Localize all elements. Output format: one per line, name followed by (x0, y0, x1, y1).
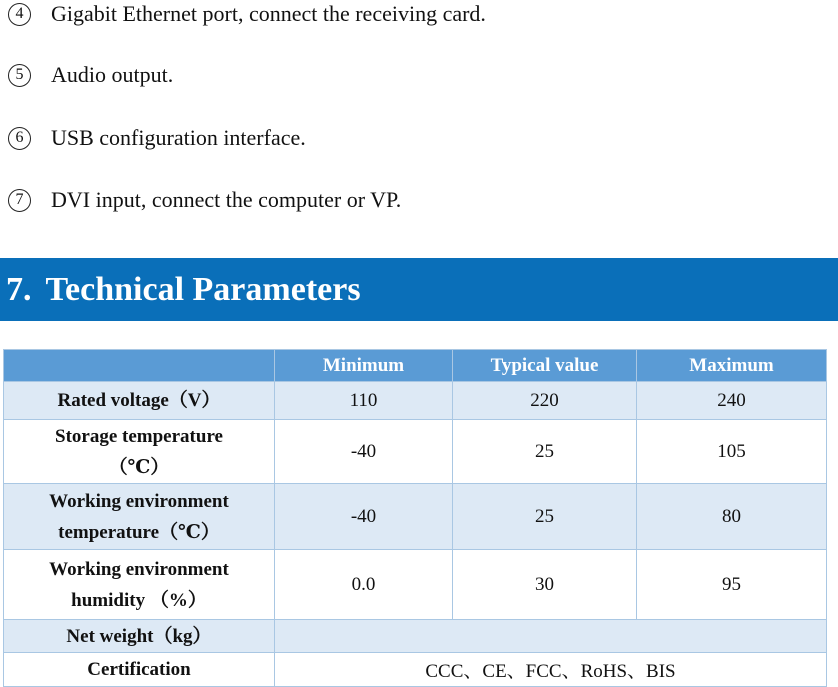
circled-number-marker: 4 (8, 3, 31, 26)
list-item-text: Audio output. (51, 62, 174, 87)
list-item (8, 60, 173, 90)
table-cell: 0.0 (275, 550, 453, 620)
row-label: Certification (4, 653, 275, 687)
section-heading-banner (0, 258, 838, 321)
table-row (4, 420, 827, 484)
table-header-cell: Typical value (453, 350, 637, 382)
circled-number-marker: 6 (8, 127, 31, 150)
circled-number-marker: 7 (8, 189, 31, 212)
list-item-text: Gigabit Ethernet port, connect the receiving card. (51, 1, 486, 26)
row-label: Net weight（kg） (4, 620, 275, 653)
table-row (4, 484, 827, 550)
table-header-row (4, 350, 827, 382)
row-label: Working environment temperature（℃） (4, 484, 275, 550)
table-row (4, 620, 827, 653)
table-cell: 80 (637, 484, 827, 550)
technical-parameters-table (3, 349, 827, 687)
table-cell: 25 (453, 420, 637, 484)
table-cell: CCC、CE、FCC、RoHS、BIS (275, 653, 827, 687)
row-label: Working environment humidity （%） (4, 550, 275, 620)
section-title: Technical Parameters (45, 270, 361, 308)
circled-number-marker: 5 (8, 64, 31, 87)
table-row (4, 382, 827, 420)
table-cell: 25 (453, 484, 637, 550)
list-item (8, 0, 486, 29)
table-cell (275, 620, 827, 653)
table-cell: 30 (453, 550, 637, 620)
table-cell: -40 (275, 420, 453, 484)
table-header-cell (4, 350, 275, 382)
table-cell: 240 (637, 382, 827, 420)
section-number: 7. (6, 270, 32, 308)
table-cell: 110 (275, 382, 453, 420)
list-item (8, 185, 401, 215)
table-header-cell: Maximum (637, 350, 827, 382)
table-cell: -40 (275, 484, 453, 550)
list-item (8, 123, 306, 153)
table-cell: 220 (453, 382, 637, 420)
row-label: Rated voltage（V） (4, 382, 275, 420)
table-cell: 95 (637, 550, 827, 620)
table-row (4, 653, 827, 687)
table-row (4, 550, 827, 620)
list-item-text: DVI input, connect the computer or VP. (51, 187, 402, 212)
row-label: Storage temperature（℃） (4, 420, 275, 484)
table-header-cell: Minimum (275, 350, 453, 382)
table-cell: 105 (637, 420, 827, 484)
list-item-text: USB configuration interface. (51, 125, 306, 150)
